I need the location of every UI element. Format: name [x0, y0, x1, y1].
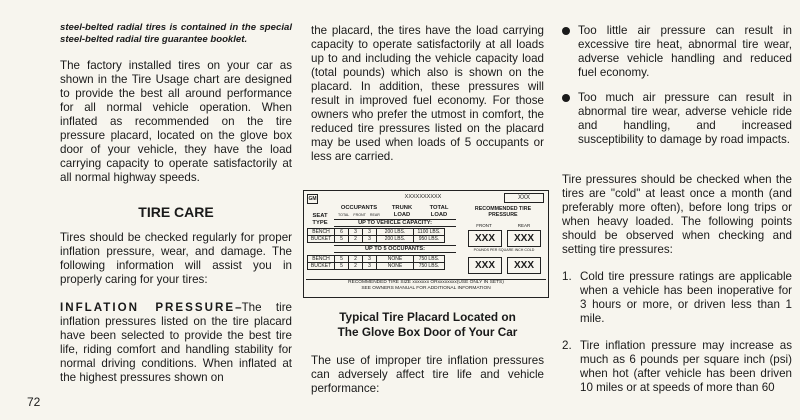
placard-paragraph: the placard, the tires have the load carrying capacity to operate satisfactorily at all loads up to and including the vehicle capacity load (total pounds) which also is shown on the placard. In addition, these pressures will result in improved fuel economy. For those owners who prefer the utmost in comfort, the reduced tire pressures listed on the placard may be used when loads of 5 occupants or less are carried.	[311, 24, 544, 163]
rear-label: REAR	[517, 223, 531, 228]
item-number: 1.	[562, 270, 572, 283]
gm-logo: GM	[308, 196, 317, 202]
rear-cell: 3	[363, 263, 377, 270]
tire-placard	[303, 190, 549, 298]
list-item	[562, 91, 792, 147]
recommended-tire-size: RECOMMENDED TIRE SIZE xxxxxxx ORxxxxxxxx(USE ONLY IN SETS)	[306, 279, 546, 286]
load-cell: 1100 LBS.	[414, 229, 445, 236]
cold-pressure-item: Cold tire pressure ratings are applicable when a vehicle has been inoperative for 3 hours or more, or driven less than 1 mile.	[580, 270, 792, 325]
hot-pressure-item: Tire inflation pressure may increase as much as 6 pounds per square inch (psi) when hot (after vehicle has been driven 10 miles or at speeds of more than 60	[580, 339, 792, 394]
too-much-pressure: Too much air pressure can result in abnormal tire wear, adverse vehicle ride and handling, and increased susceptibility to damage by road impacts.	[578, 91, 792, 146]
right-column	[562, 0, 792, 395]
radial-tire-note: steel-belted radial tires is contained in the special steel-belted radial tire guarantee booklet.	[60, 22, 292, 45]
total-load-header: TOTAL LOAD	[429, 205, 449, 218]
item-number: 2.	[562, 339, 572, 352]
up-to-vehicle-capacity: UP TO VEHICLE CAPACITY:	[334, 219, 456, 227]
middle-column	[311, 0, 544, 164]
total-cell: 5	[335, 263, 349, 270]
rear-cell: 3	[363, 229, 377, 236]
trunk-cell: NONE	[377, 256, 414, 263]
list-item	[562, 270, 792, 326]
placard-code-right: XXX	[504, 193, 544, 203]
front-label: FRONT	[476, 223, 492, 228]
seat-cell: BUCKET	[308, 263, 335, 270]
page-number: 72	[27, 395, 41, 409]
list-item	[562, 24, 792, 80]
inflation-pressure-title: INFLATION PRESSURE	[60, 301, 236, 314]
front-cell: 2	[349, 236, 363, 243]
tire-care-paragraph: Tires should be checked regularly for proper inflation pressure, wear, and damage. The following information will assist you in properly caring for your tires:	[60, 231, 292, 286]
occ-front-label: FRONT	[353, 213, 366, 217]
occ-total-label: TOTAL	[338, 213, 350, 217]
seat-cell: BUCKET	[308, 236, 335, 243]
total-cell: 6	[335, 229, 349, 236]
occupants-table	[307, 255, 445, 270]
up-to-5-occupants: UP TO 5 OCCUPANTS:	[334, 245, 456, 253]
load-cell: 950 LBS.	[414, 236, 445, 243]
inflation-pressure-text: The tire inflation pressures listed on the tire placard have been selected to provide the best tire life, riding comfort and handling stability for normal driving conditions. When inflated at the highest pressures shown on	[60, 301, 292, 384]
rear-cell: 3	[363, 236, 377, 243]
seat-cell: BENCH	[308, 229, 335, 236]
too-little-pressure: Too little air pressure can result in excessive tire heat, abnormal tire wear, adverse vehicle handling and reduced fuel economy.	[578, 24, 792, 79]
factory-tires-paragraph: The factory installed tires on your car as shown in the Tire Usage chart are designed to provide the best all around performance for all normal vehicle operation. When inflated as recommended on the tire pressure placard, located on the glove box door of your vehicle, they have the load carrying capacity to operate satisfactorily at all normal highway speeds.	[60, 59, 292, 184]
trunk-cell: 200 LBS.	[377, 236, 414, 243]
rear-pressure-reduced: XXX	[507, 257, 541, 274]
bullet-icon	[562, 27, 570, 35]
front-pressure-reduced: XXX	[468, 257, 502, 274]
inflation-pressure-paragraph	[60, 301, 292, 385]
load-cell: 750 LBS.	[414, 263, 445, 270]
occ-rear-label: REAR	[369, 213, 380, 217]
trunk-load-header: TRUNK LOAD	[391, 205, 413, 218]
total-cell: 5	[335, 236, 349, 243]
list-item	[562, 339, 792, 395]
pounds-note: POUNDS PER SQUARE INCH COLD	[473, 248, 535, 252]
placard-caption-line2: The Glove Box Door of Your Car	[337, 325, 518, 339]
trunk-cell: NONE	[377, 263, 414, 270]
placard-caption-line1: Typical Tire Placard Located on	[339, 310, 516, 324]
front-cell: 2	[349, 263, 363, 270]
check-pressure-paragraph: Tire pressures should be checked when the tires are "cold" at least once a month (and preferably more often), before long trips or when heavy loaded. The following points should be observed when checking and setting tire pressures:	[562, 173, 792, 256]
total-cell: 5	[335, 256, 349, 263]
improper-pressure-paragraph: The use of improper tire inflation pressures can adversely affect tire life and vehicle performance:	[311, 354, 544, 395]
table-row	[308, 236, 445, 243]
table-row	[308, 256, 445, 263]
front-pressure-max: XXX	[468, 230, 502, 247]
see-owners-manual: SEE OWNERS MANUAL FOR ADDITIONAL INFORMATION	[361, 286, 491, 291]
middle-column-lower	[311, 310, 544, 396]
occupants-subheaders	[336, 212, 382, 218]
rear-cell: 3	[363, 256, 377, 263]
table-row	[308, 229, 445, 236]
seat-cell: BENCH	[308, 256, 335, 263]
load-cell: 750 LBS.	[414, 256, 445, 263]
bullet-icon	[562, 94, 570, 102]
recommended-pressure-header: RECOMMENDED TIRE PRESSURE	[474, 206, 532, 219]
rear-pressure-max: XXX	[507, 230, 541, 247]
front-cell: 3	[349, 229, 363, 236]
front-cell: 2	[349, 256, 363, 263]
seat-type-header: SEAT TYPE	[312, 213, 328, 226]
title-dash: –	[235, 301, 242, 314]
tire-care-heading: TIRE CARE	[138, 204, 214, 220]
left-column	[60, 0, 292, 385]
occupants-header: OCCUPANTS	[340, 205, 378, 211]
capacity-table	[307, 228, 445, 243]
table-row	[308, 263, 445, 270]
trunk-cell: 200 LBS.	[377, 229, 414, 236]
placard-code: XXXXXXXXXX	[404, 194, 442, 200]
